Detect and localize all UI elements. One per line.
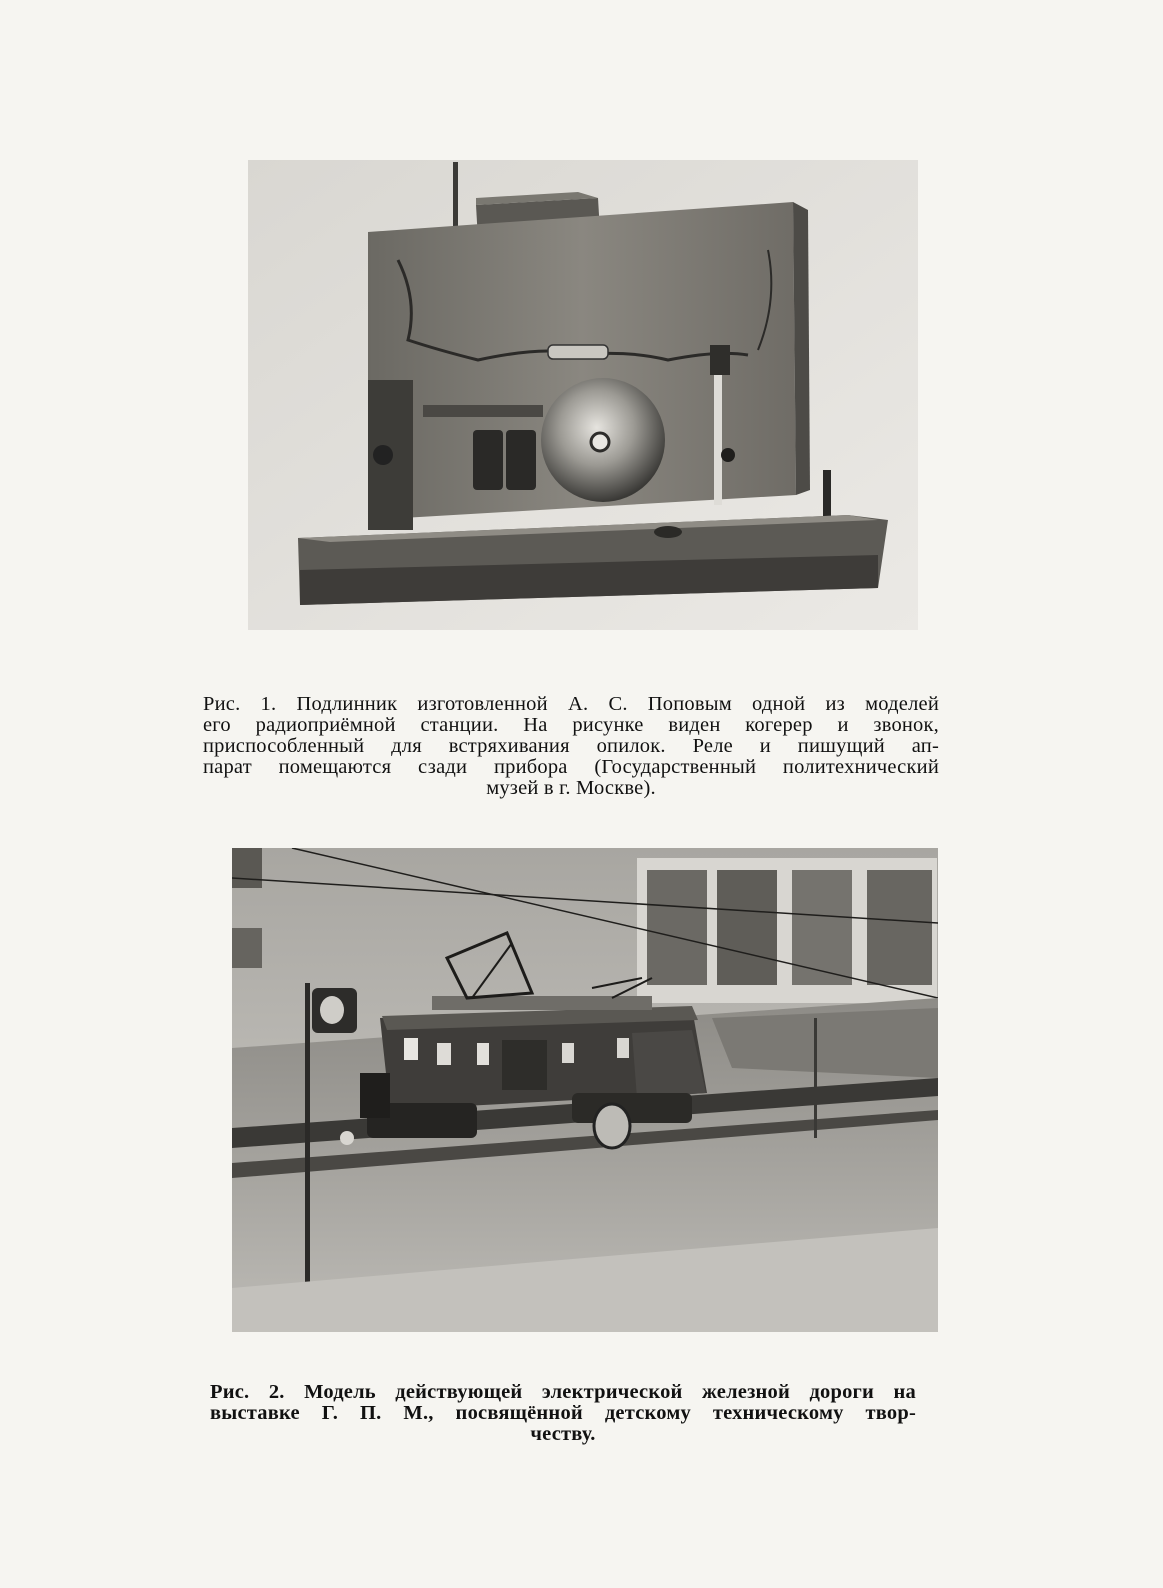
caption-line: Рис. 2. Модель действующей электрической железной дороги на bbox=[210, 1381, 916, 1403]
caption-line: Рис. 1. Подлинник изготовленной А. С. Поповым одной из моделей bbox=[203, 693, 939, 715]
figure-2-caption bbox=[210, 1382, 916, 1445]
figure-2-photo bbox=[232, 848, 938, 1332]
radio-receiver-image bbox=[248, 160, 918, 630]
caption-line: парат помещаются сзади прибора (Государственный политехнический bbox=[203, 756, 939, 778]
caption-line: музей в г. Москве). bbox=[486, 777, 656, 799]
caption-line: выставке Г. П. М., посвящённой детскому техническому твор- bbox=[210, 1402, 916, 1424]
figure-1-photo bbox=[248, 160, 918, 630]
figure-1-caption bbox=[203, 694, 939, 799]
caption-line: приспособленный для встряхивания опилок. Реле и пишущий ап- bbox=[203, 735, 939, 757]
caption-line: честву. bbox=[530, 1423, 596, 1445]
railway-model-image bbox=[232, 848, 938, 1332]
caption-line: его радиоприёмной станции. На рисунке виден когерер и звонок, bbox=[203, 714, 939, 736]
